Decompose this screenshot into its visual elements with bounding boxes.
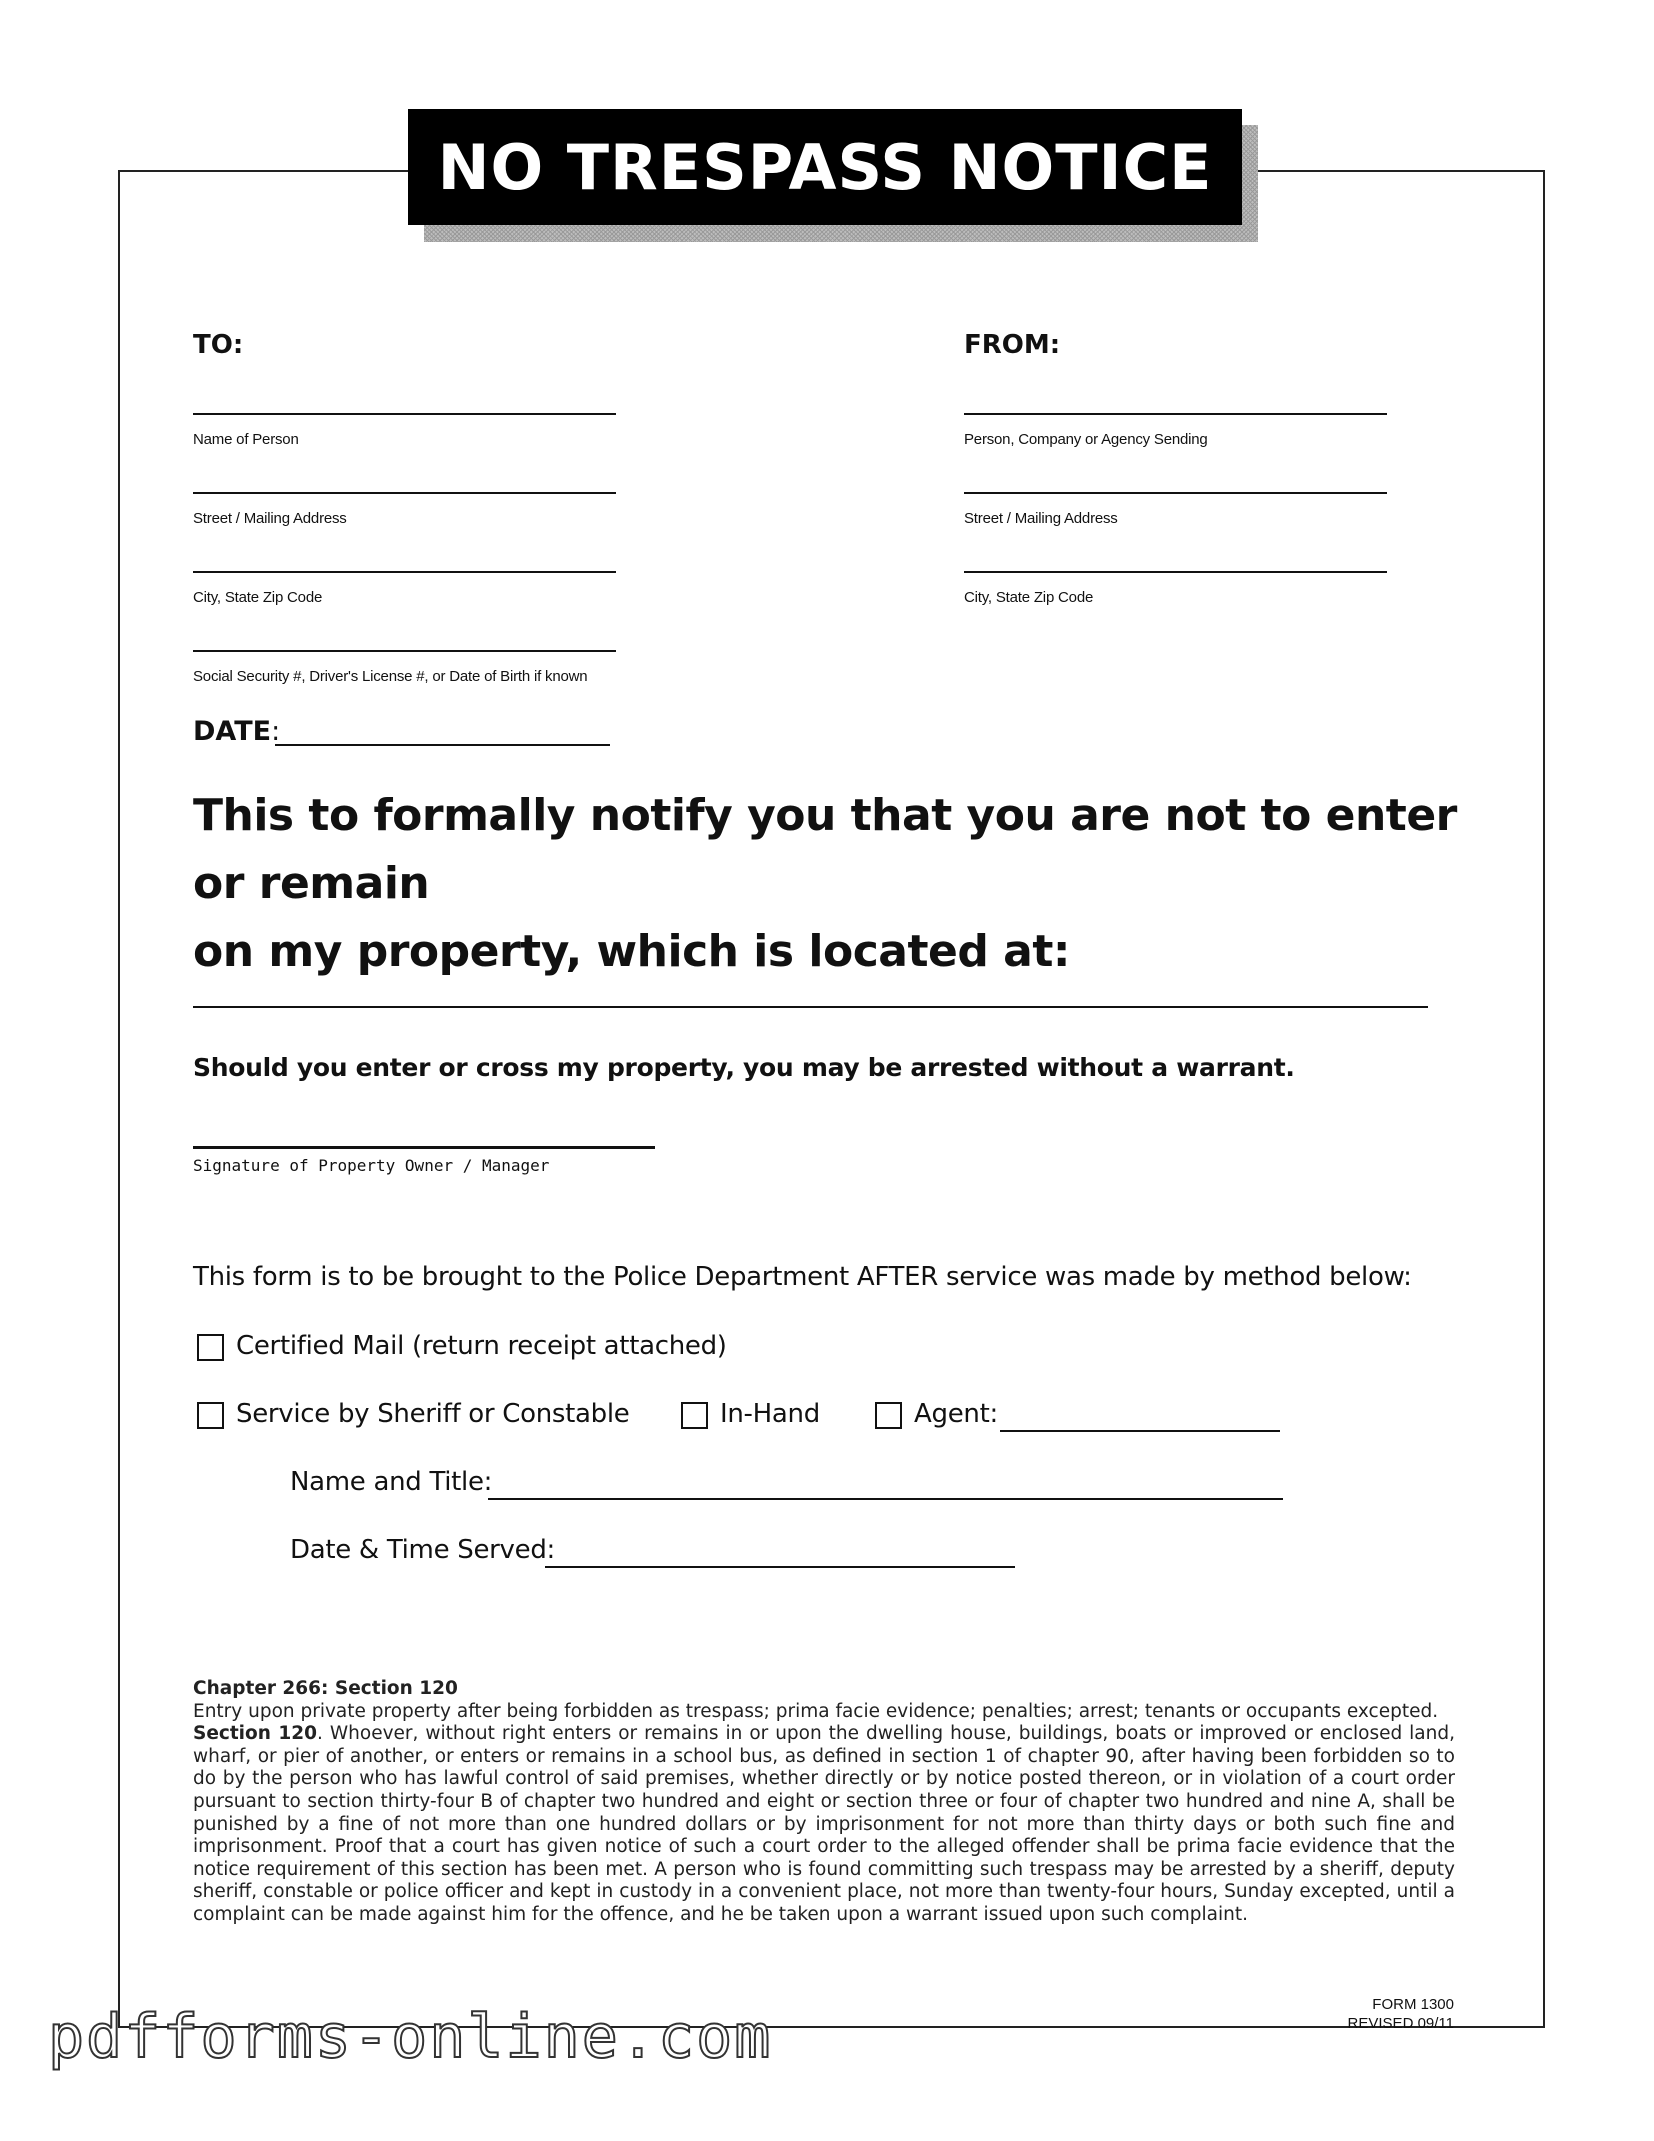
in-hand-checkbox[interactable]: [681, 1402, 708, 1429]
to-label: TO:: [193, 330, 244, 360]
certified-mail-checkbox[interactable]: [197, 1334, 224, 1361]
from-street-caption: Street / Mailing Address: [964, 510, 1118, 527]
to-street-caption: Street / Mailing Address: [193, 510, 347, 527]
statute-text: [193, 1678, 1455, 1927]
form-title: NO TRESPASS NOTICE: [408, 109, 1242, 225]
to-name-caption: Name of Person: [193, 431, 299, 448]
in-hand-label: In-Hand: [720, 1399, 820, 1429]
to-city-caption: City, State Zip Code: [193, 589, 323, 606]
date-line[interactable]: [275, 744, 610, 746]
date-time-served-line[interactable]: [545, 1566, 1015, 1568]
to-city-line[interactable]: [193, 571, 616, 573]
statute-heading: Chapter 266: Section 120: [193, 1678, 458, 1699]
agent-line[interactable]: [1000, 1430, 1280, 1432]
notice-line-2: on my property, which is located at:: [193, 926, 1070, 977]
notice-line-1: This to formally notify you that you are not to enter or remain: [193, 790, 1457, 909]
to-street-line[interactable]: [193, 492, 616, 494]
to-name-line[interactable]: [193, 413, 616, 415]
statute-section-label: Section 120: [193, 1723, 318, 1745]
agent-label: Agent:: [914, 1399, 998, 1429]
date-time-served-label: Date & Time Served:: [290, 1535, 555, 1565]
from-city-caption: City, State Zip Code: [964, 589, 1094, 606]
sheriff-checkbox[interactable]: [197, 1402, 224, 1429]
form-number: [1348, 1995, 1454, 2033]
statute-section: [193, 1723, 1455, 1926]
watermark: pdfforms-online.com: [48, 2002, 773, 2072]
certified-mail-label: Certified Mail (return receipt attached): [236, 1331, 727, 1361]
to-id-line[interactable]: [193, 650, 616, 652]
from-name-line[interactable]: [964, 413, 1387, 415]
form-number-text: FORM 1300: [1372, 1996, 1454, 2013]
form-revised-text: REVISED 09/11: [1347, 2015, 1454, 2032]
statute-section-body: . Whoever, without right enters or remains in or upon the dwelling house, buildings, boats or improved or enclosed land, wharf, or pier of another, or enters or remains in a school bus, as defined in section 1 of chapter 90, after having been forbidden so to do by the person who has lawful control of said premises, whether directly or by notice posted thereon, or in violation of a court order pursuant to section thirty-four B of chapter two hundred and eight or section three or four of chapter two hundred and nine A, shall be punished by a fine of not more than one hundred dollars or by imprisonment for not more than thirty days or both such fine and imprisonment. Proof that a court has given notice of such a court order to the alleged offender shall be prima facie evidence that the notice requirement of this section has been met. A person who is found committing such trespass may be arrested by a sheriff, deputy sheriff, constable or police officer and kept in custody in a convenient place, not more than twenty-four hours, Sunday excepted, until a complaint can be made against him for the offence, and he be taken upon a warrant issued upon such complaint.: [193, 1723, 1455, 1925]
statute-subheading: Entry upon private property after being forbidden as trespass; prima facie evidence; penalties; arrest; tenants or occupants excepted.: [193, 1700, 1439, 1722]
sheriff-label: Service by Sheriff or Constable: [236, 1399, 630, 1429]
notice-statement: [193, 782, 1493, 986]
property-address-line[interactable]: [193, 1006, 1428, 1008]
name-title-line[interactable]: [488, 1498, 1283, 1500]
instruction-text: This form is to be brought to the Police Department AFTER service was made by method below:: [193, 1262, 1412, 1292]
name-title-label: Name and Title:: [290, 1467, 493, 1497]
signature-line[interactable]: [193, 1146, 655, 1149]
from-label: FROM:: [964, 330, 1061, 360]
agent-checkbox[interactable]: [875, 1402, 902, 1429]
arrest-warning: Should you enter or cross my property, you may be arrested without a warrant.: [193, 1053, 1295, 1082]
from-city-line[interactable]: [964, 571, 1387, 573]
from-name-caption: Person, Company or Agency Sending: [964, 431, 1208, 448]
signature-caption: Signature of Property Owner / Manager: [193, 1156, 550, 1175]
from-street-line[interactable]: [964, 492, 1387, 494]
date-label: DATE:: [193, 716, 281, 747]
to-id-caption: Social Security #, Driver's License #, or Date of Birth if known: [193, 668, 588, 685]
